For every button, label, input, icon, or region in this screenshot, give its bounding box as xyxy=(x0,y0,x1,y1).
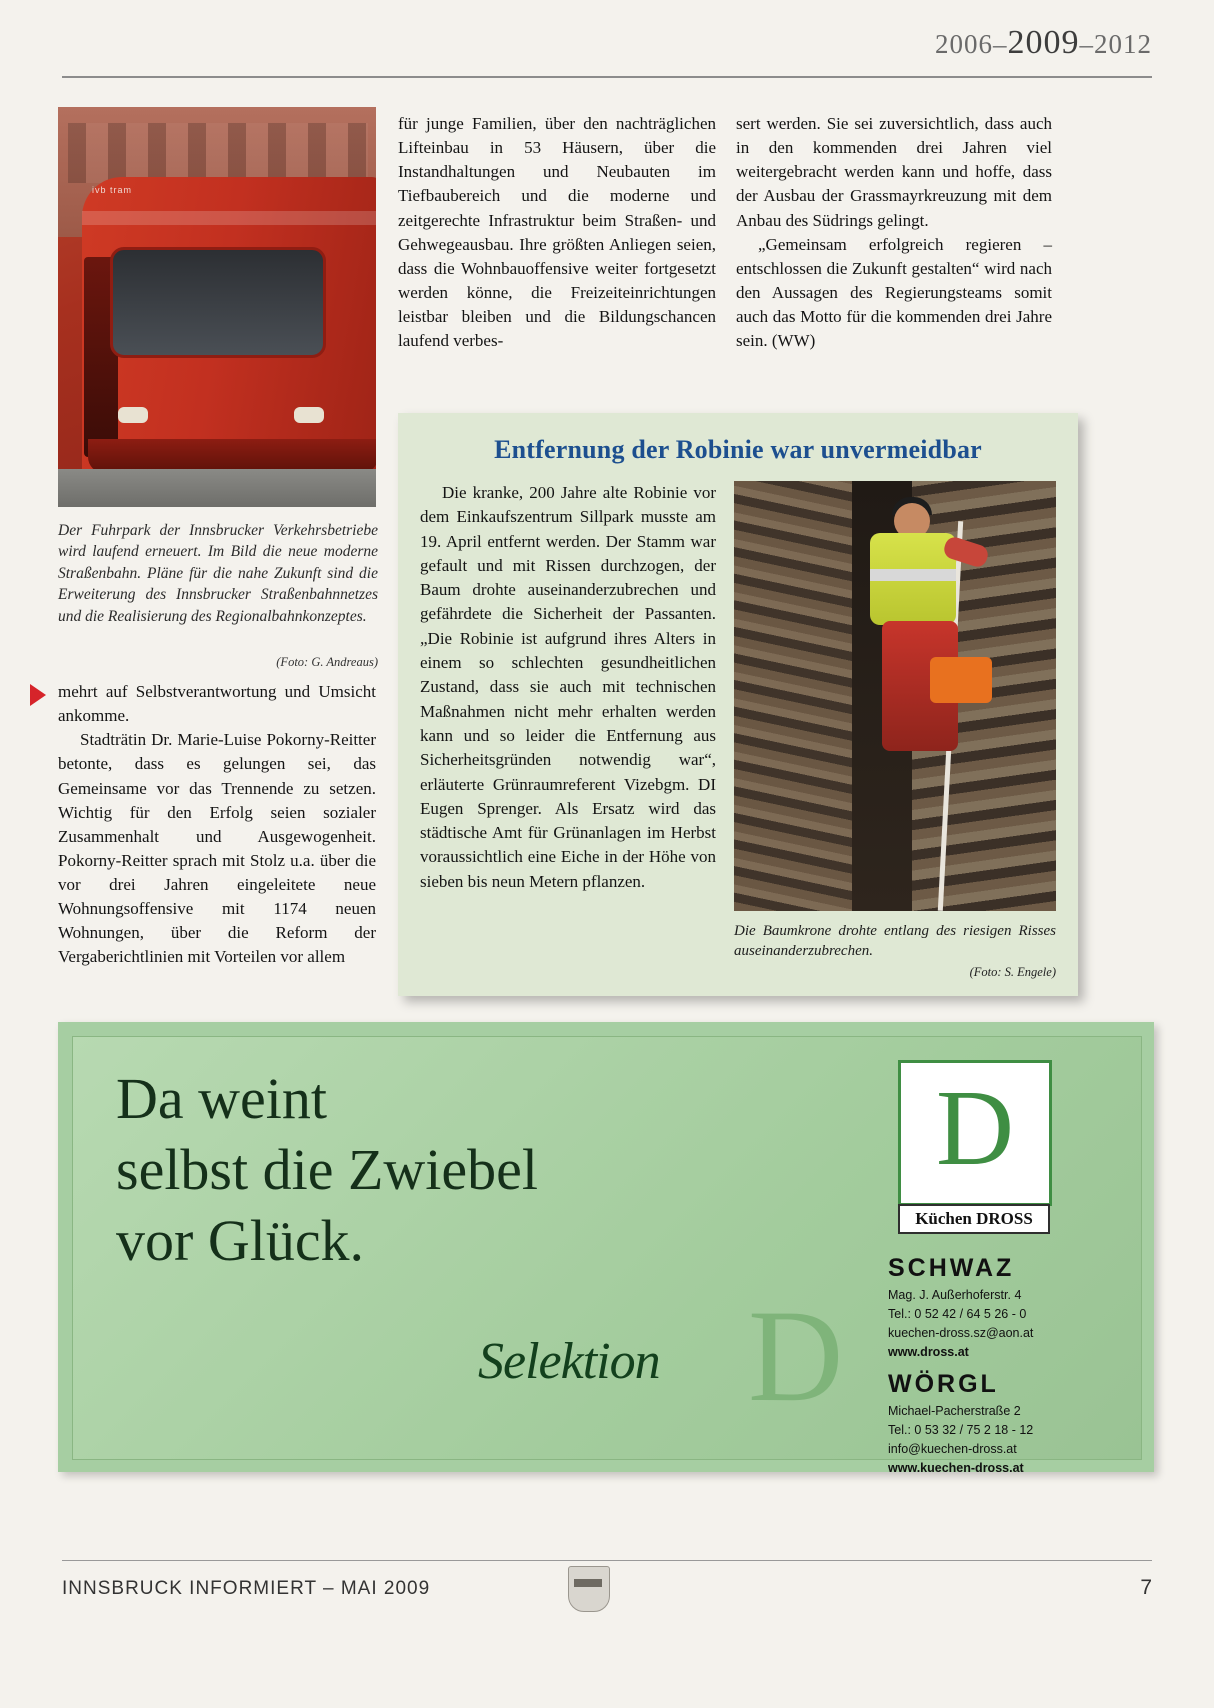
article-column-middle xyxy=(398,112,716,353)
paragraph: Stadträtin Dr. Marie-Luise Pokorny-Reitter betonte, dass es gelungen sei, das Gemeinsame vor das Trennende zu setzen. Wichtig für den Erfolg seien sozialer Zusammenhalt und Ausgewogenheit. Pokorny-Reitter sprach mit Stolz u.a. über die vor drei Jahren eingeleitete neue Wohnungsoffensive mit 1174 neuen Wohnungen, über die Reform der Vergaberichtlinien mit Vorteilen vor allem xyxy=(58,730,376,967)
tram-photo-caption: Der Fuhrpark der Innsbrucker Verkehrsbetriebe wird laufend erneuert. Im Bild die neue moderne Straßenbahn. Pläne für die nahe Zukunft sind die Erweiterung des Innsbrucker Straßenbahnnetzes und die Realisierung des Regionalbahnkonzeptes. xyxy=(58,522,378,625)
photo-road xyxy=(58,469,376,507)
advert-logo-letter: D xyxy=(936,1069,1014,1188)
advert-woergl-address: Michael-Pacherstraße 2 xyxy=(888,1404,1021,1418)
header-divider xyxy=(62,76,1152,78)
advert-woergl-email[interactable]: info@kuechen-dross.at xyxy=(888,1442,1017,1456)
paragraph: mehrt auf Selbstverantwortung und Umsicht ankomme. xyxy=(58,682,376,726)
tree-photo-caption: Die Baumkrone drohte entlang des riesigen Risses auseinanderzubrechen. xyxy=(734,923,1056,960)
advert-branch-woergl-details xyxy=(888,1402,1088,1478)
year-2009: 2009 xyxy=(1007,24,1080,61)
tree-photo xyxy=(734,481,1056,911)
continuation-arrow-icon xyxy=(30,684,46,706)
advert-schwaz-address: Mag. J. Außerhoferstr. 4 xyxy=(888,1288,1022,1302)
year-dash-1: – xyxy=(993,29,1008,59)
photo-tram-headlight-right xyxy=(294,407,324,423)
page-number: 7 xyxy=(1140,1576,1152,1599)
city-crest-icon xyxy=(568,1566,610,1612)
advert-schwaz-email[interactable]: kuechen-dross.sz@aon.at xyxy=(888,1326,1034,1340)
advert-woergl-website[interactable]: www.kuechen-dross.at xyxy=(888,1461,1024,1475)
article-column-right xyxy=(736,112,1052,353)
paragraph: Die kranke, 200 Jahre alte Robinie vor dem Einkaufszentrum Sillpark musste am 19. April entfernt werden. Der Stamm war gefault und mit Rissen durchzogen, der Baum drohte auseinanderzubrechen und gefährdete die Sicherheit der Passanten. „Die Robinie ist aufgrund ihres Alters in einem so schlechten gesundheitlichen Zustand, dass sie auch mit technischen Maßnahmen nicht mehr erhalten werden kann und so leider die Entfernung aus Sicherheitsgründen notwendig war“, erläuterte Grünraumreferent Vizebgm. DI Eugen Sprenger. Als Ersatz wird das städtische Amt für Grünanlagen im Herbst voraussichtlich eine Eiche in der Höhe von sieben bis neun Metern pflanzen. xyxy=(420,483,716,891)
advert-script-wordmark: Selektion xyxy=(478,1333,660,1390)
advert-logo-name: Küchen DROSS xyxy=(898,1204,1050,1234)
advert-schwaz-phone: Tel.: 0 52 42 / 64 5 26 - 0 xyxy=(888,1307,1027,1321)
footer-divider xyxy=(62,1560,1152,1561)
advert-logo-box xyxy=(898,1060,1052,1206)
advert-branch-schwaz-details xyxy=(888,1286,1088,1362)
photo-tram-bumper xyxy=(88,439,376,473)
photo-tram-window xyxy=(110,247,326,358)
photo-tram-headlight-left xyxy=(118,407,148,423)
advert-schwaz-website[interactable]: www.dross.at xyxy=(888,1345,969,1359)
paragraph: „Gemeinsam erfolgreich regieren – entschlossen die Zukunft gestalten“ wird nach den Aussagen des Regierungsteams somit auch das Motto für die kommenden drei Jahre sein. (WW) xyxy=(736,234,1052,351)
page-header-years xyxy=(935,24,1152,62)
sidebar-article-box xyxy=(398,413,1078,996)
advertisement[interactable] xyxy=(58,1022,1154,1475)
year-dash-2: – xyxy=(1079,29,1094,59)
footer-publication-title: INNSBRUCK INFORMIERT – MAI 2009 xyxy=(62,1578,431,1599)
photo-tram-label: ivb tram xyxy=(92,185,133,195)
sidebar-article-text xyxy=(420,481,716,894)
sidebar-article-headline: Entfernung der Robinie war unvermeidbar xyxy=(494,435,982,464)
advert-woergl-phone: Tel.: 0 53 32 / 75 2 18 - 12 xyxy=(888,1423,1034,1437)
paragraph: sert werden. Sie sei zuversichtlich, dass auch in den kommenden drei Jahren viel weitergebracht werden kann und hoffe, dass der Ausbau der Grassmayrkreuzung mit dem Anbau des Südrings gelingt. xyxy=(736,114,1052,230)
photo-tram-stripe xyxy=(82,211,376,225)
tram-photo xyxy=(58,107,376,507)
advert-headline-line-1: Da weint xyxy=(116,1066,327,1131)
crest-bar xyxy=(574,1579,602,1587)
year-2012: 2012 xyxy=(1094,29,1152,59)
tram-photo-credit: (Foto: G. Andreaus) xyxy=(276,655,378,669)
photo-chainsaw xyxy=(930,657,992,703)
tree-photo-credit: (Foto: S. Engele) xyxy=(969,965,1056,979)
advert-headline-line-2: selbst die Zwiebel xyxy=(116,1136,539,1202)
article-column-left xyxy=(58,680,376,970)
paragraph: für junge Familien, über den nachträglichen Lifteinbau in 53 Häusern, über die Instandhaltungen und Neubauten im Tiefbaubereich und die moderne und zeitgerechte Infrastruktur beim Straßen- und Gehwegeausbau. Ihre größten Anliegen seien, dass die Wohnbauoffensive weiter fortgesetzt werden könne, die Freizeiteinrichtungen leistbar bleiben und die Bildungschancen laufend verbes- xyxy=(398,114,716,351)
advert-branch-woergl-city: WÖRGL xyxy=(888,1370,999,1398)
photo-worker-vest-stripe xyxy=(870,569,956,581)
photo-bark-left xyxy=(734,481,854,911)
year-2006: 2006 xyxy=(935,29,993,59)
advert-headline-line-3: vor Glück. xyxy=(116,1207,365,1273)
advert-headline xyxy=(116,1064,816,1276)
advert-large-d-letter: D xyxy=(748,1282,844,1429)
advert-branch-schwaz-city: SCHWAZ xyxy=(888,1254,1015,1282)
